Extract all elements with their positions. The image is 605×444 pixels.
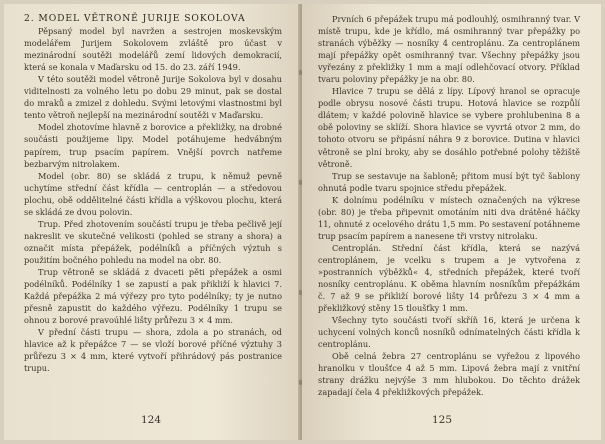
paragraph: V přední části trupu — shora, zdola a po stranách, od hlavice až k přepážce 7 — se vloží borové příčné výztuhy 3 průřezu 3 × 4 mm, které vytvoří přihrádový pás postranice trupu. (24, 327, 282, 374)
paragraph: Obě celná žebra 27 centroplánu se vyřežou z lipového hranolku v tloušťce 4 až 5 mm. Lipová žebra mají z vnitřní strany drážku nejvýše 3 mm hlubokou. Do těchto drážek zapadají čela 4 překližkových přepážek. (318, 351, 580, 398)
paragraph: Centroplán. Střední část křídla, která se nazývá centroplánem, je vcelku s trupem a je vytvořena z »postranních výběžků« 4, středních přepážek, které tvoří nosníky centroplánu. K oběma hlavním nosníkům přepážkám č. 7 až 9 se přikliží borové lišty 14 průřezu 3 × 4 mm a překližkový stěny 15 tloušťky 1 mm. (318, 242, 580, 314)
paragraph: Prvních 6 přepážek trupu má podlouhlý, osmihranný tvar. V místě trupu, kde je křídlo, má osmihranný tvar přepážky po stranách výběžky — nosníky 4 centroplánu. Za centroplánem mají přepážky opět osmihranný tvar. Všechny přepážky jsou vyřezány z překližky 1 mm a mají odlehčovací otvory. Příklad tvaru poloviny přepážky je na obr. 80. (318, 14, 580, 85)
paragraph: Všechny tyto součásti tvoří skříň 16, která je určena k uchycení volných konců nosníků odnímatelných části křídla k centroplánu. (318, 315, 580, 350)
chapter-heading: 2. MODEL VĚTRONĚ JURIJE SOKOLOVA (24, 13, 246, 24)
paragraph: K dolnímu podélníku v místech označených na výkrese (obr. 80) je třeba připevnit omotáním niti dva drátěné háčky 11, ohnuté z ocelového drátu 1,5 mm. Po sestavení potáhneme trup psacím papírem a nanesene tři vrstvy nitrolaku. (318, 194, 580, 241)
left-page-text (24, 13, 282, 374)
paragraph: Pěpsaný model byl navržen a sestrojen moskevským modelářem Jurijem Sokolovem zvláště pro účast v mezinárodní soutěži modelářů zemí lidových demokracií, která se konala v Maďarsku od 15. do 23. září 1949. (24, 26, 282, 73)
page-number: 124 (141, 414, 162, 426)
paragraph: Trup se sestavuje na šabloně; přitom musí být tyč šablony ohnutá podle tvaru spojnice středu přepážek. (318, 170, 580, 193)
page-number: 125 (432, 414, 453, 426)
right-page-text (318, 13, 580, 399)
paragraph: Hlavice 7 trupu se dělá z lípy. Lípový hranol se opracuje podle obrysu nosové části trupu. Hotová hlavice se rozpůlí dlátem; v každé polovině hlavice se vybere prohlubenina 8 a obě poloviny se sklíží. Shora hlavice se vyvrtá otvor 2 mm, do tohoto otvoru se připásní náhra 9 z borovice. Dutina v hlavici větroně se plní broky, aby se dosáhlo potřebné polohy těžiště větroně. (318, 86, 580, 169)
right-page (302, 4, 601, 440)
left-page (4, 4, 300, 440)
paragraph: Trup. Před zhotovením součástí trupu je třeba pečlivě její nakreslit ve skutečné velikosti (pohled se strany a shora) a označit místa přepážek, podélníků a příčných výztuh s použitím bočného pohledu na model na obr. 80. (24, 218, 282, 265)
paragraph: Model zhotovíme hlavně z borovice a překližky, na drobné součásti použijeme lipy. Model potáhujeme hedvábným papírem, trup psacím papírem. Vnější povrch natřeme bezbarvým nitrolakem. (24, 122, 282, 169)
paragraph: Model (obr. 80) se skládá z trupu, k němuž pevně uchytíme střední část křídla — centroplán — a středovou plochu, obě oddělitelné části křídla a výškovou plochu, která se skládá ze dvou polovin. (24, 170, 282, 217)
paragraph: Trup větroně se skládá z dvaceti pěti přepážek a osmi podélníků. Podélníky 1 se zapustí a pak přikliží k hlavici 7. Každá přepážka 2 má výřezy pro tyto podélníky; ty je nutno přesně zapustit do každého výřezu. Podélníky 1 trupu se ohnou z borové pravoúhlé lišty průřezu 3 × 4 mm. (24, 266, 282, 326)
paragraph: V této soutěži model větroně Jurije Sokolova byl v dosahu viditelnosti za volného letu po dobu 29 minut, pak se dostal do mraků a zmizel z dohledu. Svými letovými vlastnostmi byl tento větroň nejlepší na mezinárodní soutěži v Maďarsku. (24, 74, 282, 121)
